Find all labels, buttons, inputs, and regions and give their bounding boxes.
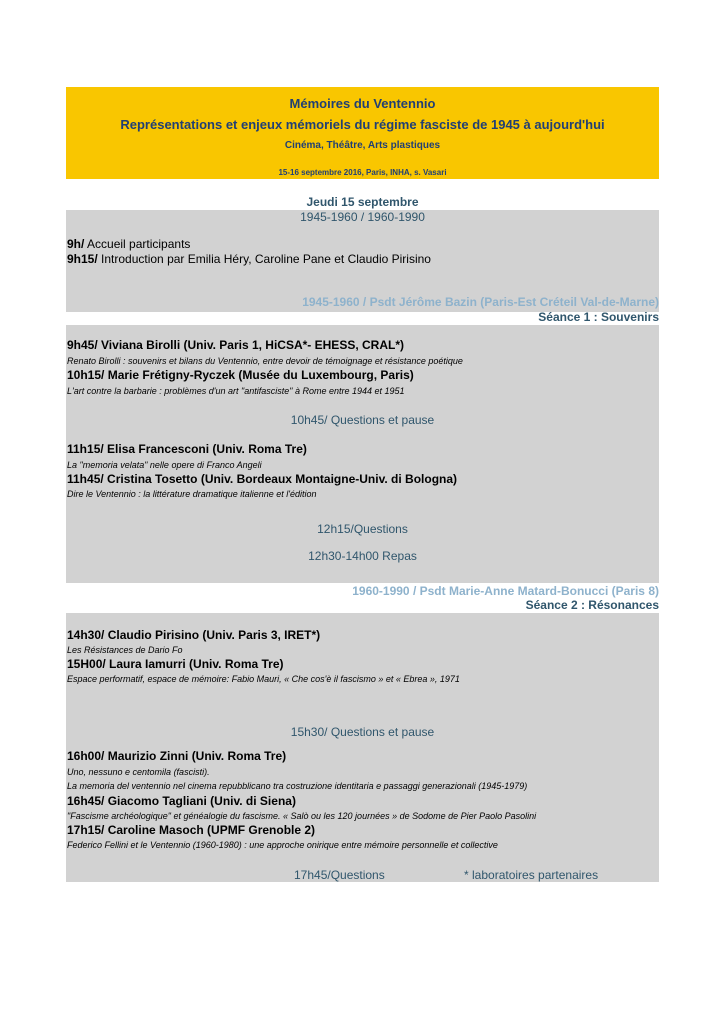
talk-speaker: 11h15/ Elisa Francesconi (Univ. Roma Tre)	[67, 442, 307, 456]
talk-topic: Uno, nessuno e centomila (fascisti).	[67, 767, 210, 777]
session1-chair: 1945-1960 / Psdt Jérôme Bazin (Paris-Est Créteil Val-de-Marne)	[302, 295, 659, 309]
talk-topic: L'art contre la barbarie : problèmes d'un art "antifasciste" à Rome entre 1944 et 1951	[67, 386, 405, 396]
session2-title: Séance 2 : Résonances	[525, 598, 659, 612]
partners-footnote: * laboratoires partenaires	[464, 868, 599, 882]
talk-topic: La memoria del ventennio nel cinema repubblicano tra costruzione identitaria e passaggi generazionali (1945-1979)	[67, 781, 528, 791]
conference-title: Mémoires du Ventennio	[289, 96, 436, 111]
talk-topic: Les Résistances de Dario Fo	[67, 645, 183, 655]
talk-topic: Renato Birolli : souvenirs et bilans du Ventennio, entre devoir de témoignage et résistance poétique	[67, 356, 463, 366]
talk-speaker: 10h15/ Marie Frétigny-Ryczek (Musée du Luxembourg, Paris)	[67, 368, 414, 382]
session2-chair: 1960-1990 / Psdt Marie-Anne Matard-Bonucci (Paris 8)	[352, 584, 659, 598]
conference-subtitle: Représentations et enjeux mémoriels du régime fasciste de 1945 à aujourd'hui	[120, 117, 605, 132]
talk-topic: Espace performatif, espace de mémoire: Fabio Mauri, « Che cos'è il fascismo » et « Ebrea », 1971	[67, 674, 460, 684]
talk-speaker: 16h45/ Giacomo Tagliani (Univ. di Siena)	[67, 794, 296, 808]
talk-speaker: 9h45/ Viviana Birolli (Univ. Paris 1, HiCSA*- EHESS, CRAL*)	[67, 338, 404, 352]
talk-speaker: 11h45/ Cristina Tosetto (Univ. Bordeaux Montaigne-Univ. di Bologna)	[67, 472, 458, 486]
opening-item: 9h15/ Introduction par Emilia Héry, Caroline Pane et Claudio Pirisino	[67, 252, 431, 266]
session2-questions: 17h45/Questions	[294, 868, 385, 882]
day-title: Jeudi 15 septembre	[306, 195, 419, 209]
talk-topic: La "memoria velata" nelle opere di Franco Angeli	[67, 460, 262, 470]
session1-questions: 12h15/Questions	[317, 522, 408, 536]
day-periods: 1945-1960 / 1960-1990	[300, 210, 425, 224]
talk-topic: "Fascisme archéologique" et généalogie du fascisme. « Salò ou les 120 journées » de Sodome de Pier Paolo Pasolini	[67, 811, 537, 821]
talk-speaker: 15H00/ Laura Iamurri (Univ. Roma Tre)	[67, 657, 284, 671]
talk-speaker: 16h00/ Maurizio Zinni (Univ. Roma Tre)	[67, 749, 287, 763]
talk-topic: Dire le Ventennio : la littérature dramatique italienne et l'édition	[67, 489, 317, 499]
talk-speaker: 17h15/ Caroline Masoch (UPMF Grenoble 2)	[67, 823, 316, 837]
session1-title: Séance 1 : Souvenirs	[538, 310, 659, 324]
lunch-break: 12h30-14h00 Repas	[308, 549, 417, 563]
talk-topic: Federico Fellini et le Ventennio (1960-1980) : une approche onirique entre mémoire personnelle et collective	[67, 840, 498, 850]
session2-pause: 15h30/ Questions et pause	[290, 725, 435, 739]
opening-item: 9h/ Accueil participants	[67, 237, 191, 251]
disciplines: Cinéma, Théâtre, Arts plastiques	[284, 140, 441, 151]
conference-dates: 15-16 septembre 2016, Paris, INHA, s. Vasari	[278, 168, 447, 177]
session1-pause: 10h45/ Questions et pause	[290, 413, 435, 427]
talk-speaker: 14h30/ Claudio Pirisino (Univ. Paris 3, IRET*)	[67, 628, 321, 642]
